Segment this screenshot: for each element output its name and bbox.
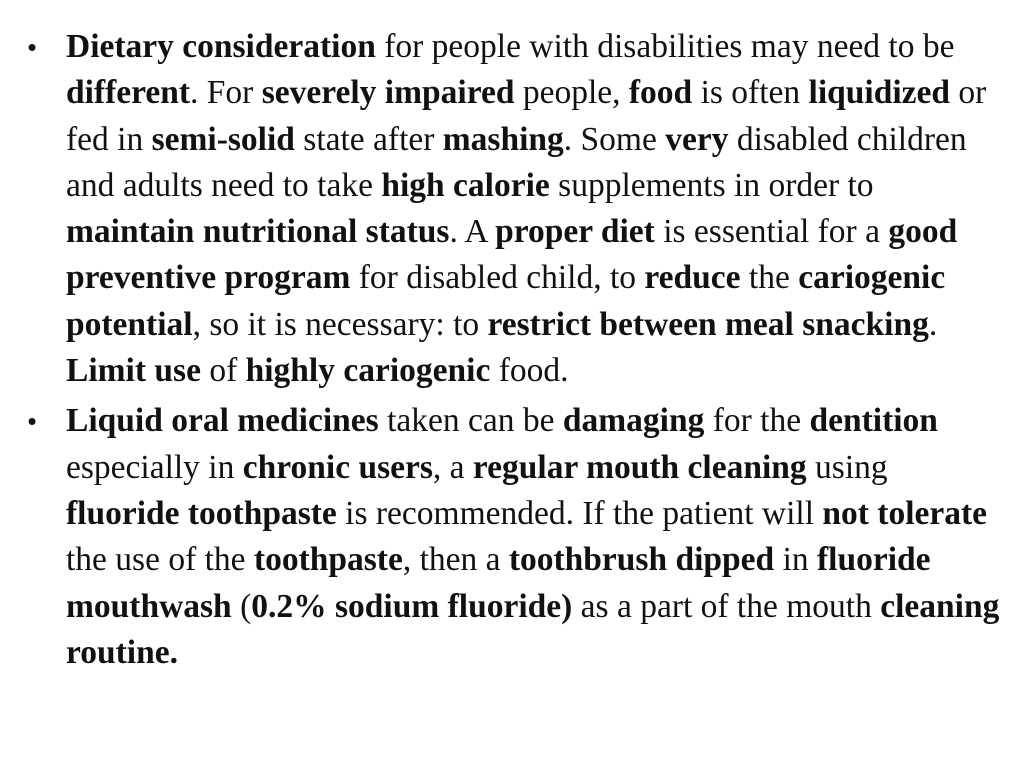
bold-text-segment: semi-solid [151,120,295,158]
bold-text-segment: mashing [442,120,564,158]
bullet-list [22,24,1007,680]
text-segment: for disabled child, to [350,259,645,297]
bold-text-segment: toothbrush dipped [508,541,775,579]
bold-text-segment: not tolerate [822,494,988,532]
text-segment: . [928,305,938,343]
bold-text-segment: restrict between meal snacking [487,305,929,343]
bold-text-segment: severely impaired [261,74,515,112]
text-segment: as a part of the mouth [572,587,881,625]
bullet-item-dietary-consideration [22,24,1007,394]
bullet-icon: • [27,406,37,437]
text-segment: . A [449,213,496,251]
bullet-item-liquid-oral-medicines [22,398,1007,676]
bold-text-segment: dentition [809,402,938,440]
bold-text-segment: proper diet [495,213,655,251]
text-segment: people, [514,74,629,112]
text-segment: in [774,541,817,579]
bold-text-segment: 0.2% sodium fluoride) [251,587,573,625]
bold-text-segment: regular mouth cleaning [472,448,807,486]
bullet-text [66,28,986,389]
bullet-text [66,402,999,670]
text-segment: state after [294,120,443,158]
bold-text-segment: highly cariogenic [245,352,491,390]
bold-text-segment: fluoride toothpaste [66,494,337,532]
bold-text-segment: damaging [562,402,705,440]
bold-text-segment: reduce [644,259,741,297]
bold-text-segment: high calorie [381,166,550,204]
text-segment: ( [231,587,252,625]
text-segment: . Some [563,120,666,158]
bold-text-segment: fluoride mouthwash [66,541,931,625]
text-segment: or fed in [66,74,987,158]
text-segment: is recommended. If the patient will [336,494,823,532]
text-segment: the [740,259,799,297]
text-segment: for the [704,402,810,440]
text-segment: especially in [66,448,243,486]
bold-text-segment: good preventive program [66,213,958,297]
text-segment: using [806,448,888,486]
text-segment: disabled children and adults need to take [66,120,967,204]
text-segment: , then a [402,541,509,579]
text-segment: supplements in order to [549,166,874,204]
bold-text-segment: maintain nutritional status [66,213,450,251]
bold-text-segment: Liquid oral medicines [66,402,379,440]
bold-text-segment: chronic users [242,448,433,486]
bold-text-segment: liquidized [808,74,951,112]
bold-text-segment: Limit use [66,352,201,390]
bold-text-segment: cleaning routine. [66,587,1000,671]
text-segment: the use of the [66,541,254,579]
text-segment: , so it is necessary: to [192,305,488,343]
bullet-icon: • [27,32,37,62]
bold-text-segment: very [665,120,729,158]
bold-text-segment: different [66,74,191,112]
text-segment: is essential for a [654,213,889,251]
text-segment: , a [432,448,473,486]
bold-text-segment: toothpaste [253,541,403,579]
bold-text-segment: food [628,74,693,112]
text-segment: for people with disabilities may need to be [375,28,955,65]
text-segment: of [200,352,246,390]
text-segment: . For [190,74,262,112]
bold-text-segment: Dietary consideration [66,28,376,65]
text-segment: taken can be [378,402,563,440]
text-segment: is often [692,74,809,112]
bold-text-segment: cariogenic potential [66,259,946,343]
text-segment: food. [490,352,569,390]
